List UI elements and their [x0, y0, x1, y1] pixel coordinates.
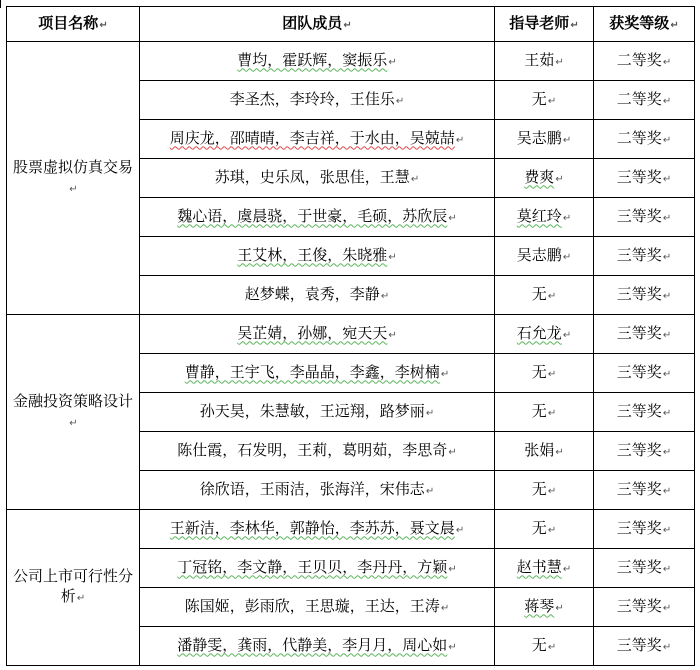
- advisor-cell: 费爽↵: [495, 159, 594, 198]
- header-project: 项目名称↵: [7, 7, 140, 42]
- advisor-cell: 王茹↵: [495, 42, 594, 81]
- advisor-cell: 赵书慧↵: [495, 549, 594, 588]
- members-cell: 曹均，霍跃辉，窦振乐↵: [140, 42, 495, 81]
- project-cell: 股票虚拟仿真交易↵: [7, 42, 140, 315]
- members-cell: 曹静，王宇飞，李晶晶，李鑫，李树楠↵: [140, 354, 495, 393]
- awards-table: [6, 6, 695, 666]
- advisor-cell: 无↵: [495, 510, 594, 549]
- advisor-cell: 张娟↵: [495, 432, 594, 471]
- advisor-cell: 石允龙↵: [495, 315, 594, 354]
- members-cell: 陈仕霞，石发明，王莉，葛明茹，李思奇↵: [140, 432, 495, 471]
- members-cell: 丁冠铭，李文静，王贝贝，李丹丹，方颖↵: [140, 549, 495, 588]
- members-cell: 王艾林，王俊，朱晓雅↵: [140, 237, 495, 276]
- award-cell: 三等奖↵: [594, 237, 695, 276]
- header-advisor: 指导老师↵: [495, 7, 594, 42]
- award-cell: 三等奖↵: [594, 588, 695, 627]
- advisor-cell: 无↵: [495, 81, 594, 120]
- advisor-cell: 蒋琴↵: [495, 588, 594, 627]
- award-cell: 二等奖↵: [594, 42, 695, 81]
- award-cell: 三等奖↵: [594, 432, 695, 471]
- advisor-cell: 吴志鹏↵: [495, 120, 594, 159]
- header-row: [7, 7, 695, 42]
- header-award: 获奖等级↵: [594, 7, 695, 42]
- award-cell: 三等奖↵: [594, 471, 695, 510]
- table-row: [7, 42, 695, 81]
- award-cell: 二等奖↵: [594, 120, 695, 159]
- members-cell: 潘静雯，龚雨，代静美，李月月，周心如↵: [140, 627, 495, 666]
- award-cell: 三等奖↵: [594, 276, 695, 315]
- advisor-cell: 无↵: [495, 354, 594, 393]
- award-cell: 二等奖↵: [594, 81, 695, 120]
- members-cell: 魏心语，虞晨骁，于世豪，毛硕，苏欣辰↵: [140, 198, 495, 237]
- advisor-cell: 无↵: [495, 276, 594, 315]
- award-cell: 三等奖↵: [594, 354, 695, 393]
- members-cell: 李圣杰，李玲玲，王佳乐↵: [140, 81, 495, 120]
- table-row: [7, 315, 695, 354]
- advisor-cell: 无↵: [495, 627, 594, 666]
- header-members: 团队成员↵: [140, 7, 495, 42]
- members-cell: 孙天昊，朱慧敏，王远翔，路梦丽↵: [140, 393, 495, 432]
- members-cell: 徐欣语，王雨洁，张海洋，宋伟志↵: [140, 471, 495, 510]
- award-cell: 三等奖↵: [594, 159, 695, 198]
- award-cell: 三等奖↵: [594, 198, 695, 237]
- project-cell: 公司上市可行性分析↵: [7, 510, 140, 666]
- text-cursor: [0, 0, 1, 8]
- members-cell: 王新洁，李林华，郭静怡，李苏苏，聂文晨↵: [140, 510, 495, 549]
- advisor-cell: 莫红玲↵: [495, 198, 594, 237]
- project-cell: 金融投资策略设计↵: [7, 315, 140, 510]
- award-cell: 三等奖↵: [594, 510, 695, 549]
- award-cell: 三等奖↵: [594, 393, 695, 432]
- members-cell: 周庆龙，邵晴晴，李吉祥，于水由，吴兢喆↵: [140, 120, 495, 159]
- members-cell: 陈国姬，彭雨欣，王思璇，王达，王涛↵: [140, 588, 495, 627]
- members-cell: 苏琪，史乐凤，张思佳，王慧↵: [140, 159, 495, 198]
- members-cell: 赵梦蝶，袁秀，李静↵: [140, 276, 495, 315]
- advisor-cell: 吴志鹏↵: [495, 237, 594, 276]
- award-cell: 三等奖↵: [594, 549, 695, 588]
- table-row: [7, 510, 695, 549]
- members-cell: 吴芷婧，孙娜，宛天天↵: [140, 315, 495, 354]
- advisor-cell: 无↵: [495, 471, 594, 510]
- award-cell: 三等奖↵: [594, 627, 695, 666]
- advisor-cell: 无↵: [495, 393, 594, 432]
- award-cell: 三等奖↵: [594, 315, 695, 354]
